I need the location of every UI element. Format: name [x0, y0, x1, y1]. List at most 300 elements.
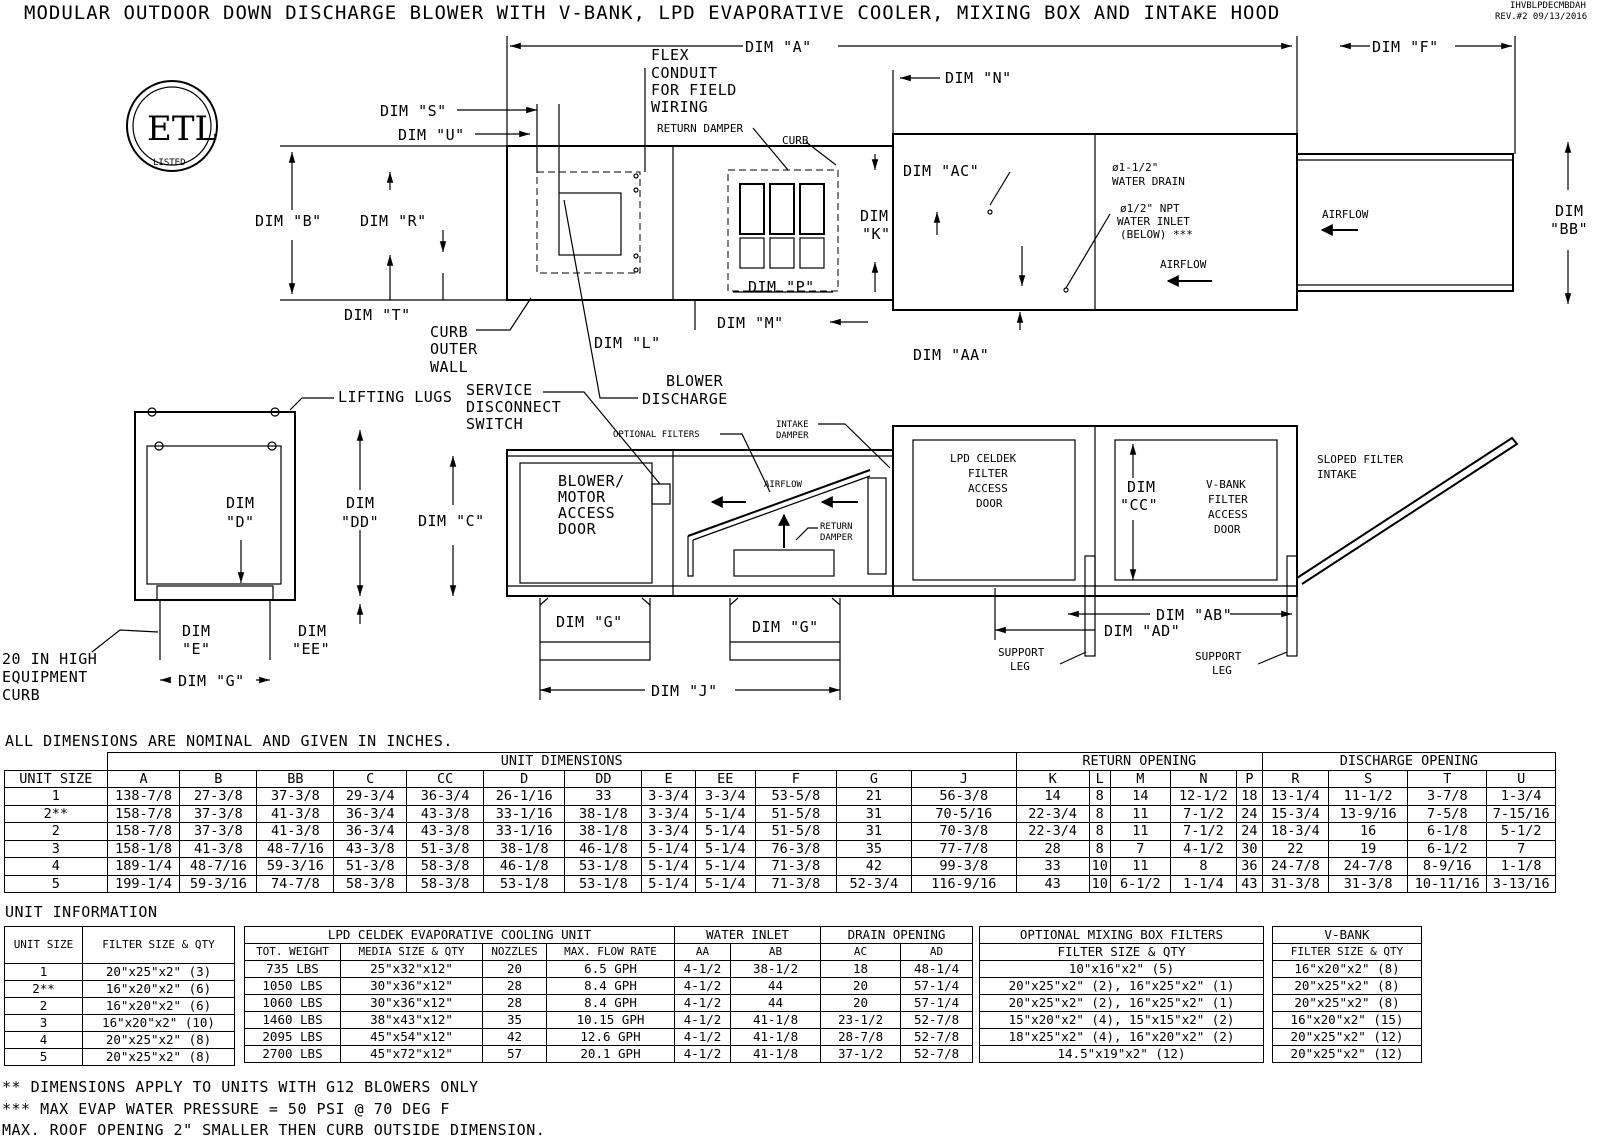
table-cell: 48-1/4	[901, 961, 973, 978]
table-cell: 28-7/8	[821, 1029, 901, 1046]
table-cell: 735 LBS	[245, 961, 341, 978]
table-cell: 20"x25"x2" (8)	[83, 1032, 235, 1049]
lifting-lugs-label: LIFTING LUGS	[338, 388, 453, 406]
table-cell: 2**	[5, 805, 108, 823]
curb-note-label: 20 IN HIGH EQUIPMENT CURB	[2, 650, 98, 704]
table-cell: 4-1/2	[675, 961, 731, 978]
table-cell: 5-1/4	[642, 875, 695, 893]
dim-g-side-1-label: DIM "G"	[556, 613, 623, 631]
table-cell: 23-1/2	[821, 1012, 901, 1029]
table-cell: 12.6 GPH	[547, 1029, 675, 1046]
note-roof-opening: MAX. ROOF OPENING 2" SMALLER THEN CURB OUTSIDE DIMENSION.	[2, 1121, 546, 1139]
table-cell: 2700 LBS	[245, 1046, 341, 1063]
table-cell: 11	[1110, 858, 1170, 876]
table-cell: 18	[821, 961, 901, 978]
vbank-door-label: V-BANK FILTER ACCESS DOOR	[1206, 478, 1248, 536]
dims-col-header: B	[180, 770, 257, 788]
doc-code: IHVBLPDECMBDAH	[1510, 1, 1586, 11]
table-cell: 11-1/2	[1329, 788, 1408, 806]
table-cell: 41-1/8	[731, 1046, 821, 1063]
table-cell: 14	[1016, 788, 1089, 806]
table-cell: 5-1/4	[642, 858, 695, 876]
table-cell: 18"x25"x2" (4), 16"x20"x2" (2)	[980, 1029, 1264, 1046]
table-cell: 74-7/8	[257, 875, 334, 893]
water-inlet-label: ø1/2" NPT WATER INLET (BELOW) ***	[1117, 202, 1193, 241]
table-cell: 4-1/2	[675, 1029, 731, 1046]
table-cell: 10	[1089, 875, 1110, 893]
table-cell: 53-1/8	[484, 875, 565, 893]
table-row	[245, 1046, 973, 1063]
table-row	[245, 1029, 973, 1046]
curb-outer-wall-label: CURB OUTER WALL	[430, 323, 478, 376]
table-row	[5, 1049, 235, 1066]
mixing-box-table	[979, 926, 1264, 1063]
table-cell: 48-7/16	[257, 840, 334, 858]
table-cell: 13-9/16	[1329, 805, 1408, 823]
dims-col-header: T	[1408, 770, 1487, 788]
drawing-title: MODULAR OUTDOOR DOWN DISCHARGE BLOWER WITH V-BANK, LPD EVAPORATIVE COOLER, MIXING BOX AND INTAKE HOOD	[24, 2, 1281, 24]
flex-conduit-label: FLEX CONDUIT FOR FIELD WIRING	[651, 46, 737, 116]
table-row	[5, 981, 235, 998]
table-cell: 28	[1016, 840, 1089, 858]
table-cell: 158-7/8	[107, 823, 180, 841]
table-cell: 5-1/4	[695, 823, 755, 841]
table-cell: 14	[1110, 788, 1170, 806]
table-cell: 1	[5, 964, 83, 981]
table-cell: 71-3/8	[755, 875, 836, 893]
dims-col-header: E	[642, 770, 695, 788]
dim-m-label: DIM "M"	[717, 314, 784, 332]
evap-col-header: MEDIA SIZE & QTY	[341, 944, 483, 961]
dims-group-empty	[5, 753, 108, 771]
dims-col-header: K	[1016, 770, 1089, 788]
vbank-header: FILTER SIZE & QTY	[1273, 944, 1422, 961]
table-row	[1273, 995, 1422, 1012]
table-cell: 12-1/2	[1170, 788, 1236, 806]
evap-col-header: AA	[675, 944, 731, 961]
table-cell: 24	[1237, 823, 1263, 841]
table-cell: 1460 LBS	[245, 1012, 341, 1029]
dim-dd-label: DIM "DD"	[341, 494, 380, 531]
table-cell: 13-1/4	[1262, 788, 1328, 806]
table-cell: 6-1/8	[1408, 823, 1487, 841]
evap-col-header: AD	[901, 944, 973, 961]
vbank-title: V-BANK	[1273, 927, 1422, 944]
dim-r-label: DIM "R"	[360, 212, 427, 230]
table-cell: 43	[1016, 875, 1089, 893]
table-cell: 4	[5, 858, 108, 876]
table-cell: 44	[731, 995, 821, 1012]
table-cell: 52-7/8	[901, 1046, 973, 1063]
table-cell: 51-3/8	[407, 840, 484, 858]
table-cell: 2	[5, 823, 108, 841]
dims-group-row	[5, 753, 1556, 771]
table-cell: 2	[5, 998, 83, 1015]
dims-col-header: UNIT SIZE	[5, 770, 108, 788]
evap-col-header: AB	[731, 944, 821, 961]
table-row	[5, 788, 1556, 806]
service-disconnect-label: SERVICE DISCONNECT SWITCH	[466, 381, 562, 433]
dims-col-header: D	[484, 770, 565, 788]
table-cell: 59-3/16	[257, 858, 334, 876]
dims-col-header: N	[1170, 770, 1236, 788]
table-cell: 41-3/8	[180, 840, 257, 858]
table-cell: 36-3/4	[334, 805, 407, 823]
table-cell: 3-3/4	[642, 805, 695, 823]
table-cell: 35	[483, 1012, 547, 1029]
table-cell: 16"x20"x2" (10)	[83, 1015, 235, 1032]
table-cell: 37-3/8	[180, 805, 257, 823]
return-damper-side-label: RETURN DAMPER	[820, 522, 853, 543]
blower-discharge-label: BLOWER DISCHARGE	[642, 372, 728, 408]
table-cell: 16"x20"x2" (6)	[83, 998, 235, 1015]
evap-header-row	[245, 944, 973, 961]
table-cell: 20	[483, 961, 547, 978]
evap-col-header: MAX. FLOW RATE	[547, 944, 675, 961]
dim-ab-label: DIM "AB"	[1156, 606, 1233, 624]
table-cell: 18-3/4	[1262, 823, 1328, 841]
dim-n-label: DIM "N"	[945, 69, 1012, 87]
table-cell: 44	[731, 978, 821, 995]
table-cell: 116-9/16	[911, 875, 1016, 893]
lpd-door-label: LPD CELDEK FILTER ACCESS DOOR	[950, 452, 1017, 510]
dims-col-header: A	[107, 770, 180, 788]
table-cell: 7-5/8	[1408, 805, 1487, 823]
table-cell: 158-1/8	[107, 840, 180, 858]
optional-filters-label: OPTIONAL FILTERS	[613, 430, 700, 440]
table-row	[980, 1012, 1264, 1029]
table-cell: 7	[1110, 840, 1170, 858]
table-row	[5, 964, 235, 981]
table-cell: 20"x25"x2" (3)	[83, 964, 235, 981]
table-cell: 37-3/8	[180, 823, 257, 841]
table-row	[980, 1029, 1264, 1046]
table-row	[5, 1032, 235, 1049]
table-row	[245, 978, 973, 995]
table-cell: 20"x25"x2" (12)	[1273, 1046, 1422, 1063]
evap-group-row	[245, 927, 973, 944]
table-cell: 18	[1237, 788, 1263, 806]
airflow-label-plan: AIRFLOW	[1160, 258, 1207, 271]
table-cell: 71-3/8	[755, 858, 836, 876]
dims-col-header: J	[911, 770, 1016, 788]
table-cell: 6-1/2	[1110, 875, 1170, 893]
table-cell: 70-5/16	[911, 805, 1016, 823]
table-cell: 7	[1487, 840, 1556, 858]
table-row	[1273, 1046, 1422, 1063]
table-row	[980, 961, 1264, 978]
table-cell: 21	[836, 788, 911, 806]
curb-label: CURB	[782, 134, 809, 147]
dim-cc-label: DIM "CC"	[1120, 478, 1159, 514]
table-cell: 20"x25"x2" (2), 16"x25"x2" (1)	[980, 995, 1264, 1012]
table-cell: 77-7/8	[911, 840, 1016, 858]
table-cell: 38"x43"x12"	[341, 1012, 483, 1029]
table-cell: 99-3/8	[911, 858, 1016, 876]
evap-cooler-table	[244, 926, 973, 1063]
table-cell: 37-1/2	[821, 1046, 901, 1063]
table-cell: 5-1/4	[642, 840, 695, 858]
table-row	[1273, 961, 1422, 978]
table-cell: 30"x36"x12"	[341, 995, 483, 1012]
table-cell: 20	[821, 995, 901, 1012]
table-cell: 11	[1110, 805, 1170, 823]
table-cell: 42	[483, 1029, 547, 1046]
support-leg-label-1: SUPPORT LEG	[998, 646, 1045, 673]
table-cell: 31	[836, 805, 911, 823]
table-cell: 3-13/16	[1487, 875, 1556, 893]
table-row	[5, 998, 235, 1015]
logo-text: ETL	[147, 109, 218, 149]
table-row	[980, 995, 1264, 1012]
table-cell: 43	[1237, 875, 1263, 893]
table-cell: 8.4 GPH	[547, 995, 675, 1012]
group-return-opening: RETURN OPENING	[1016, 753, 1262, 771]
logo-sub: LISTED	[153, 158, 186, 168]
dims-col-header: CC	[407, 770, 484, 788]
dim-l-label: DIM "L"	[594, 334, 661, 352]
table-cell: 51-3/8	[334, 858, 407, 876]
table-cell: 16"x20"x2" (6)	[83, 981, 235, 998]
table-cell: 52-7/8	[901, 1029, 973, 1046]
table-cell: 53-1/8	[565, 858, 642, 876]
table-cell: 46-1/8	[565, 840, 642, 858]
sloped-filter-label: SLOPED FILTER INTAKE	[1317, 453, 1404, 481]
table-cell: 33	[565, 788, 642, 806]
table-cell: 20"x25"x2" (12)	[1273, 1029, 1422, 1046]
dim-u-label: DIM "U"	[398, 126, 465, 144]
table-cell: 8.4 GPH	[547, 978, 675, 995]
table-cell: 1	[5, 788, 108, 806]
table-cell: 24-7/8	[1262, 858, 1328, 876]
table-row	[5, 858, 1556, 876]
group-unit-dimensions: UNIT DIMENSIONS	[107, 753, 1016, 771]
table-cell: 22	[1262, 840, 1328, 858]
table-cell: 56-3/8	[911, 788, 1016, 806]
table-row	[5, 805, 1556, 823]
table-cell: 28	[483, 978, 547, 995]
group-lpd: LPD CELDEK EVAPORATIVE COOLING UNIT	[245, 927, 675, 944]
airflow-label-side: AIRFLOW	[764, 480, 802, 490]
table-cell: 6.5 GPH	[547, 961, 675, 978]
table-cell: 158-7/8	[107, 805, 180, 823]
dims-col-header: U	[1487, 770, 1556, 788]
table-cell: 19	[1329, 840, 1408, 858]
dim-e-label: DIM "E"	[182, 622, 211, 658]
dim-t-label: DIM "T"	[344, 306, 411, 324]
table-cell: 15-3/4	[1262, 805, 1328, 823]
unit-size-header: UNIT SIZE	[5, 927, 83, 964]
table-cell: 29-3/4	[334, 788, 407, 806]
table-cell: 5-1/4	[695, 858, 755, 876]
group-water-inlet: WATER INLET	[675, 927, 821, 944]
table-cell: 52-3/4	[836, 875, 911, 893]
table-cell: 20"x25"x2" (8)	[1273, 995, 1422, 1012]
table-cell: 16"x20"x2" (15)	[1273, 1012, 1422, 1029]
table-cell: 38-1/8	[565, 823, 642, 841]
table-row	[5, 875, 1556, 893]
unit-filter-table	[4, 926, 235, 1066]
table-cell: 33	[1016, 858, 1089, 876]
table-cell: 70-3/8	[911, 823, 1016, 841]
dims-col-header: L	[1089, 770, 1110, 788]
dim-k-label: DIM "K"	[860, 207, 891, 243]
dim-a-label: DIM "A"	[745, 38, 812, 56]
table-cell: 8-9/16	[1408, 858, 1487, 876]
group-discharge-opening: DISCHARGE OPENING	[1262, 753, 1555, 771]
table-cell: 46-1/8	[484, 858, 565, 876]
table-cell: 33-1/16	[484, 805, 565, 823]
table-cell: 36-3/4	[334, 823, 407, 841]
table-cell: 11	[1110, 823, 1170, 841]
table-cell: 43-3/8	[334, 840, 407, 858]
table-cell: 8	[1089, 788, 1110, 806]
table-cell: 42	[836, 858, 911, 876]
dims-col-header: DD	[565, 770, 642, 788]
table-row	[980, 978, 1264, 995]
table-cell: 1050 LBS	[245, 978, 341, 995]
table-row	[1273, 1012, 1422, 1029]
dims-col-header: M	[1110, 770, 1170, 788]
table-cell: 52-7/8	[901, 1012, 973, 1029]
table-cell: 4-1/2	[675, 978, 731, 995]
table-cell: 41-3/8	[257, 823, 334, 841]
support-leg-label-2: SUPPORT LEG	[1195, 650, 1242, 677]
unit-info-label: UNIT INFORMATION	[5, 903, 158, 921]
table-cell: 25"x32"x12"	[341, 961, 483, 978]
table-cell: 4-1/2	[675, 995, 731, 1012]
table-row	[245, 995, 973, 1012]
table-cell: 20	[821, 978, 901, 995]
table-cell: 4-1/2	[675, 1046, 731, 1063]
table-cell: 58-3/8	[407, 875, 484, 893]
table-cell: 3-7/8	[1408, 788, 1487, 806]
table-cell: 22-3/4	[1016, 805, 1089, 823]
dim-c-label: DIM "C"	[418, 512, 485, 530]
table-cell: 3	[5, 840, 108, 858]
dim-d-label: DIM "D"	[226, 494, 255, 531]
dims-header-row	[5, 770, 1556, 788]
table-cell: 33-1/16	[484, 823, 565, 841]
table-cell: 1-1/4	[1170, 875, 1236, 893]
dims-col-header: BB	[257, 770, 334, 788]
table-cell: 38-1/8	[565, 805, 642, 823]
table-cell: 14.5"x19"x2" (12)	[980, 1046, 1264, 1063]
intake-damper-label: INTAKE DAMPER	[776, 420, 809, 441]
table-cell: 22-3/4	[1016, 823, 1089, 841]
dims-col-header: F	[755, 770, 836, 788]
dim-g-side-2-label: DIM "G"	[752, 618, 819, 636]
table-cell: 3-3/4	[695, 788, 755, 806]
table-cell: 16	[1329, 823, 1408, 841]
table-cell: 41-1/8	[731, 1012, 821, 1029]
table-cell: 53-1/8	[565, 875, 642, 893]
return-damper-label: RETURN DAMPER	[657, 122, 744, 135]
table-cell: 10-11/16	[1408, 875, 1487, 893]
table-cell: 26-1/16	[484, 788, 565, 806]
table-cell: 45"x72"x12"	[341, 1046, 483, 1063]
table-cell: 41-1/8	[731, 1029, 821, 1046]
table-cell: 36-3/4	[407, 788, 484, 806]
dims-col-header: C	[334, 770, 407, 788]
blower-door-label: BLOWER/ MOTOR ACCESS DOOR	[558, 472, 625, 538]
table-cell: 6-1/2	[1408, 840, 1487, 858]
table-cell: 4-1/2	[1170, 840, 1236, 858]
mix-title: OPTIONAL MIXING BOX FILTERS	[980, 927, 1264, 944]
dim-j-label: DIM "J"	[651, 682, 718, 700]
table-cell: 76-3/8	[755, 840, 836, 858]
vbank-header-row	[1273, 944, 1422, 961]
revision: REV.#2 09/13/2016	[1495, 12, 1588, 22]
table-cell: 16"x20"x2" (8)	[1273, 961, 1422, 978]
mix-header-row	[980, 944, 1264, 961]
table-cell: 57-1/4	[901, 978, 973, 995]
table-cell: 4-1/2	[675, 1012, 731, 1029]
dims-note: ALL DIMENSIONS ARE NOMINAL AND GIVEN IN INCHES.	[5, 732, 453, 750]
table-cell: 43-3/8	[407, 805, 484, 823]
table-cell: 1-3/4	[1487, 788, 1556, 806]
dims-col-header: P	[1237, 770, 1263, 788]
note-water-pressure: *** MAX EVAP WATER PRESSURE = 50 PSI @ 70 DEG F	[2, 1100, 450, 1118]
airflow-label-hood: AIRFLOW	[1322, 208, 1369, 221]
note-g12: ** DIMENSIONS APPLY TO UNITS WITH G12 BLOWERS ONLY	[2, 1078, 479, 1096]
table-row	[980, 1046, 1264, 1063]
table-cell: 31-3/8	[1329, 875, 1408, 893]
table-cell: 38-1/8	[484, 840, 565, 858]
table-cell: 58-3/8	[407, 858, 484, 876]
table-cell: 8	[1089, 840, 1110, 858]
table-cell: 3	[5, 1015, 83, 1032]
table-cell: 1060 LBS	[245, 995, 341, 1012]
filter-size-header: FILTER SIZE & QTY	[83, 927, 235, 964]
table-cell: 3-3/4	[642, 823, 695, 841]
table-cell: 138-7/8	[107, 788, 180, 806]
dim-s-label: DIM "S"	[380, 102, 447, 120]
table-cell: 24-7/8	[1329, 858, 1408, 876]
table-cell: 20.1 GPH	[547, 1046, 675, 1063]
dims-col-header: R	[1262, 770, 1328, 788]
table-row	[1273, 978, 1422, 995]
table-cell: 51-5/8	[755, 823, 836, 841]
table-row	[5, 1015, 235, 1032]
table-cell: 30	[1237, 840, 1263, 858]
table-cell: 20"x25"x2" (2), 16"x25"x2" (1)	[980, 978, 1264, 995]
table-cell: 27-3/8	[180, 788, 257, 806]
table-cell: 7-1/2	[1170, 805, 1236, 823]
table-cell: 51-5/8	[755, 805, 836, 823]
table-cell: 10"x16"x2" (5)	[980, 961, 1264, 978]
etl-listed-logo	[127, 81, 217, 171]
table-cell: 36	[1237, 858, 1263, 876]
table-cell: 5-1/2	[1487, 823, 1556, 841]
table-cell: 28	[483, 995, 547, 1012]
table-cell: 53-5/8	[755, 788, 836, 806]
table-row	[245, 961, 973, 978]
dim-bb-label: DIM "BB"	[1550, 202, 1589, 238]
vbank-table	[1272, 926, 1422, 1063]
table-cell: 58-3/8	[334, 875, 407, 893]
table-cell: 7-1/2	[1170, 823, 1236, 841]
dim-aa-label: DIM "AA"	[913, 346, 990, 364]
dim-p-label: DIM "P"	[748, 278, 815, 296]
unit-dimensions-table	[4, 752, 1556, 893]
evap-col-header: TOT. WEIGHT	[245, 944, 341, 961]
table-cell: 5	[5, 1049, 83, 1066]
table-cell: 20"x25"x2" (8)	[1273, 978, 1422, 995]
table-cell: 2**	[5, 981, 83, 998]
table-cell: 199-1/4	[107, 875, 180, 893]
dim-f-label: DIM "F"	[1372, 38, 1439, 56]
